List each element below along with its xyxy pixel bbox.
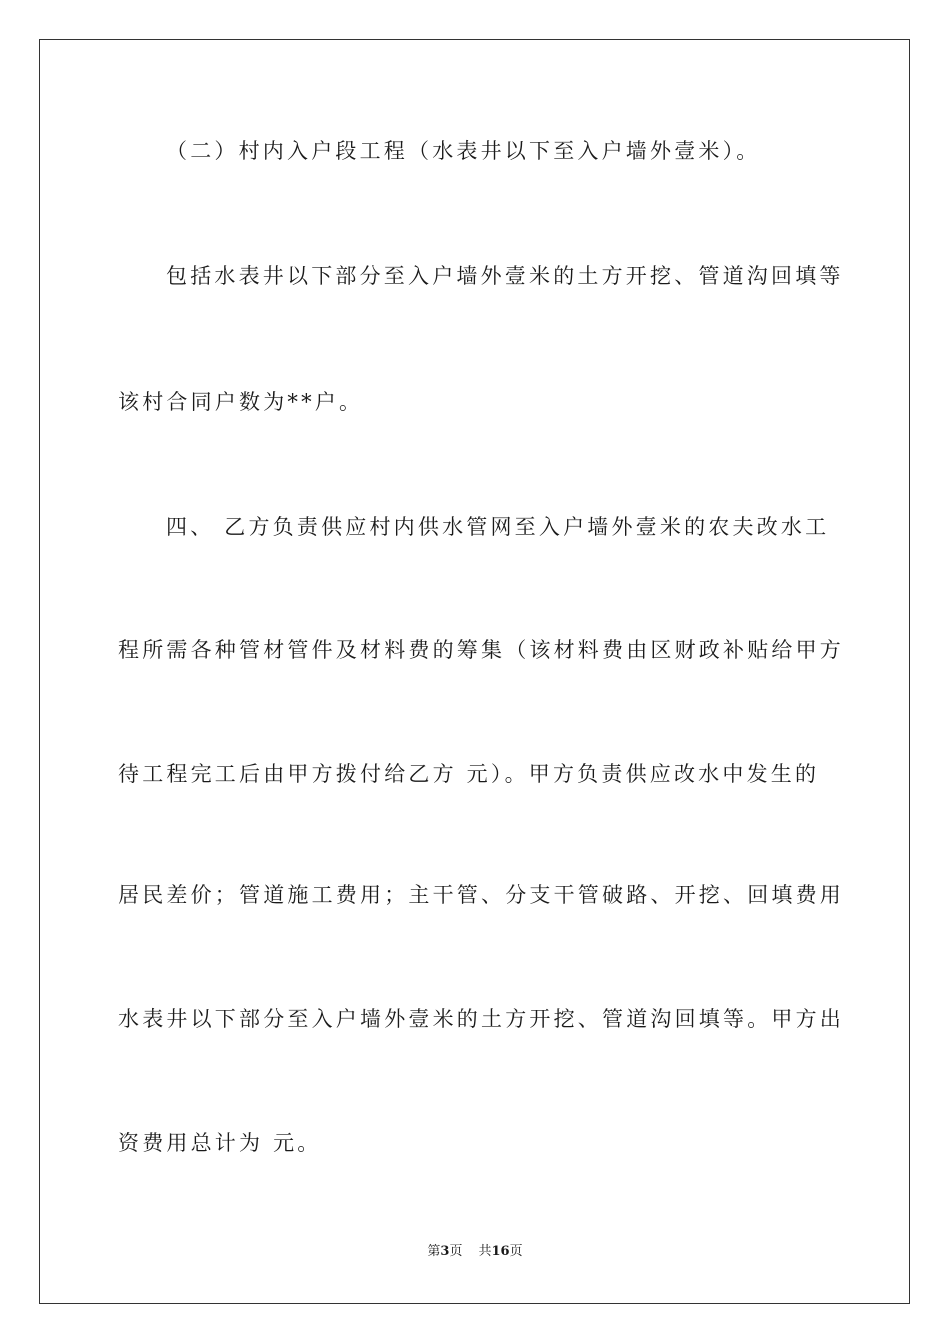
paragraph-line-4: 四、 乙方负责供应村内供水管网至入户墙外壹米的农夫改水工 [166,515,830,539]
page-number: 3 [440,1244,450,1259]
paragraph-line-2: 包括水表井以下部分至入户墙外壹米的土方开挖、管道沟回填等 [166,264,844,288]
total-suffix: 页 [509,1244,523,1259]
page-footer [0,1243,950,1261]
paragraph-line-5: 程所需各种管材管件及材料费的筹集（该材料费由区财政补贴给甲方 [118,638,844,662]
paragraph-line-1: （二）村内入户段工程（水表井以下至入户墙外壹米）。 [166,139,761,163]
paragraph-line-9: 资费用总计为 元。 [118,1131,322,1155]
total-prefix: 共 [478,1244,492,1259]
paragraph-line-3: 该村合同户数为**户。 [118,390,364,414]
paragraph-line-8: 水表井以下部分至入户墙外壹米的土方开挖、管道沟回填等。甲方出 [118,1007,844,1031]
paragraph-line-6: 待工程完工后由甲方拨付给乙方 元）。甲方负责供应改水中发生的 [118,762,820,786]
page-suffix: 页 [449,1244,463,1259]
page-border [39,39,910,1304]
paragraph-line-7: 居民差价；管道施工费用；主干管、分支干管破路、开挖、回填费用 [118,883,844,907]
page-prefix: 第 [427,1244,441,1259]
total-pages: 16 [491,1244,510,1259]
